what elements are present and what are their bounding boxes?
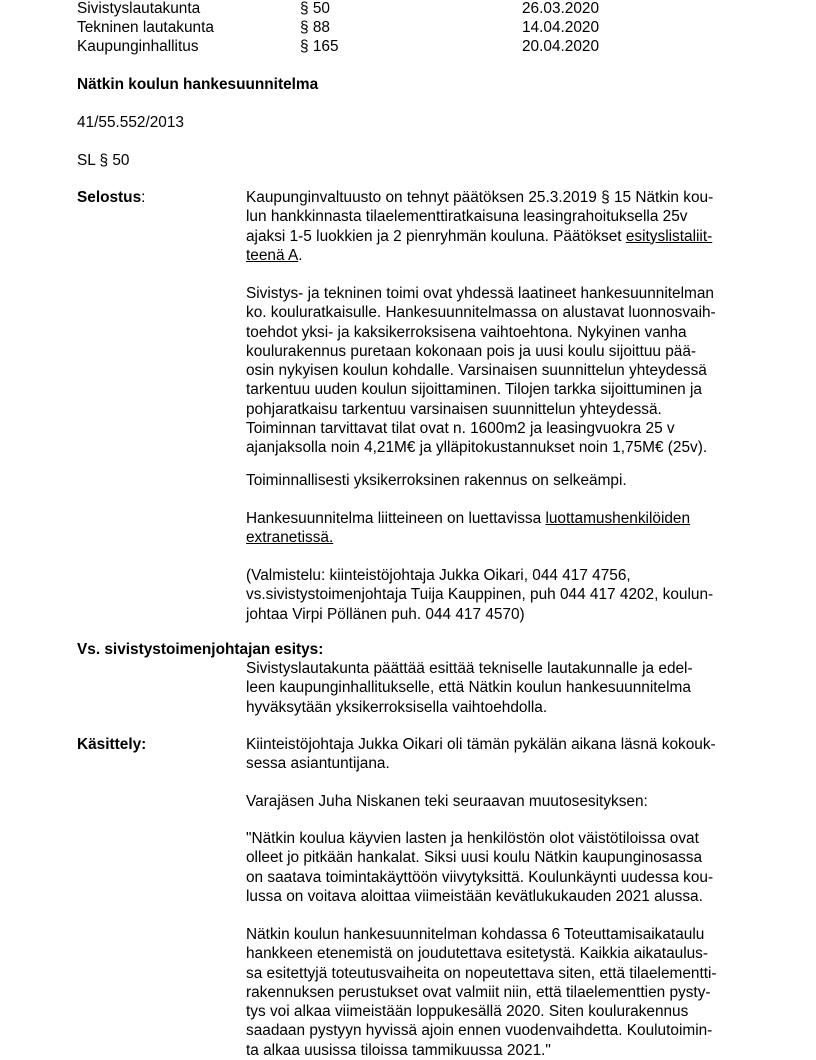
text-line: Kaupunginvaltuusto on tehnyt päätöksen 25.3.2019 § 15 Nätkin kou- bbox=[246, 189, 714, 206]
meeting-body: Sivistyslautakunta bbox=[77, 0, 201, 17]
esitys-paragraph bbox=[246, 659, 766, 717]
text-line: ta alkaa uusissa tiloissa tammikuussa 2021." bbox=[246, 1041, 551, 1059]
text-line: Sivistyslautakunta päättää esittää tekniselle lautakunnalle ja edel- bbox=[246, 660, 693, 677]
extranet-link[interactable]: luottamushenkilöiden bbox=[545, 510, 691, 527]
meeting-date: 20.04.2020 bbox=[522, 38, 600, 55]
text-line: (Valmistelu: kiinteistöjohtaja Jukka Oikari, 044 417 4756, bbox=[246, 567, 631, 584]
text-line: hankkeen etenemistä on joudutettava esitetystä. Kaikkia aikataulus- bbox=[246, 945, 708, 963]
text-line: johtaa Virpi Pöllänen puh. 044 417 4570) bbox=[246, 605, 525, 623]
meeting-section: § 165 bbox=[300, 38, 339, 55]
text-line bbox=[246, 227, 766, 246]
text-line: Nätkin koulun hankesuunnitelman kohdassa 6 Toteuttamisaikataulu bbox=[246, 926, 705, 943]
text-line: Kiinteistöjohtaja Jukka Oikari oli tämän pykälän aikana läsnä kokouk- bbox=[246, 736, 716, 753]
meeting-section: § 88 bbox=[300, 19, 330, 36]
text-line: tys voi alkaa viimeistään loppukesällä 2020. Siten koulurakennus bbox=[246, 1003, 689, 1021]
text-line: on saatava toimintakäyttöön viivytyksittä. Koulunkäynti uudessa kou- bbox=[246, 868, 714, 886]
text-line: Varajäsen Juha Niskanen teki seuraavan muutosesityksen: bbox=[246, 793, 648, 810]
kasittely-paragraph-2 bbox=[246, 792, 766, 811]
text-line: hyväksytään yksikerroksisella vaihtoehdolla. bbox=[246, 698, 548, 716]
text-line: tarkentuu uuden koulun sijoittaminen. Tilojen tarkka sijoittuminen ja bbox=[246, 381, 702, 399]
text-line: vs.sivistystoimenjohtaja Tuija Kauppinen, puh 044 417 4202, koulun- bbox=[246, 586, 714, 604]
attachment-link[interactable]: esityslistaliit- bbox=[625, 227, 713, 245]
text-line bbox=[246, 528, 766, 547]
record-number: 41/55.552/2013 bbox=[77, 114, 184, 131]
esitys-label: Vs. sivistystoimenjohtajan esitys: bbox=[77, 641, 324, 658]
selostus-label-text: Selostus bbox=[77, 189, 142, 206]
text-line: sessa asiantuntijana. bbox=[246, 755, 390, 773]
kasittely-paragraph-4 bbox=[246, 925, 766, 1060]
text-line: Toiminnallisesti yksikerroksinen rakennus on selkeämpi. bbox=[246, 472, 627, 489]
meeting-date: 14.04.2020 bbox=[522, 19, 600, 36]
text-line: Toiminnan tarvittavat tilat ovat n. 1600m2 ja leasingvuokra 25 v bbox=[246, 420, 675, 438]
selostus-paragraph-4 bbox=[246, 509, 766, 548]
text-line: Sivistys- ja tekninen toimi ovat yhdessä laatineet hankesuunnitelman bbox=[246, 285, 714, 302]
text-line: lun hankkinnasta tilaelementtiratkaisuna leasingrahoituksella 25v bbox=[246, 208, 688, 226]
text-line: ajaksi 1-5 luokkien ja 2 pienryhmän kouluna. Päätökset bbox=[246, 227, 626, 245]
selostus-label bbox=[77, 189, 145, 207]
text-line: Hankesuunnitelma liitteineen on luettavissa bbox=[246, 510, 546, 527]
selostus-paragraph-1 bbox=[246, 188, 766, 265]
extranet-link[interactable]: extranetissä. bbox=[246, 529, 334, 547]
meeting-body: Tekninen lautakunta bbox=[77, 19, 214, 36]
kasittely-label: Käsittely: bbox=[77, 736, 147, 753]
kasittely-paragraph-1 bbox=[246, 735, 766, 774]
selostus-paragraph-3 bbox=[246, 471, 766, 490]
attachment-link[interactable]: teenä A bbox=[246, 246, 299, 264]
meeting-date: 26.03.2020 bbox=[522, 0, 600, 17]
text-line: saadaan pystyyn hyvissä ajoin ennen vuodenvaihdetta. Koulutoimin- bbox=[246, 1022, 713, 1040]
text-line: ko. kouluratkaisulle. Hankesuunnitelmassa on alustavat luonnosvaih- bbox=[246, 304, 716, 322]
text-line: sa esitettyjä toteutusvaiheita on nopeutettava siten, että tilaelementti- bbox=[246, 964, 717, 982]
text-line: ajanjaksolla noin 4,21M€ ja ylläpitokustannukset noin 1,75M€ (25v). bbox=[246, 439, 708, 457]
text-line bbox=[246, 246, 766, 265]
text-line: "Nätkin koulua käyvien lasten ja henkilöstön olot väistötiloissa ovat bbox=[246, 830, 699, 847]
text-line: olleet jo pitkään hankalat. Siksi uusi koulu Nätkin kaupunginosassa bbox=[246, 849, 703, 867]
text-line: pohjaratkaisu tarkentuu varsinaisen suunnittelun yhteydessä. bbox=[246, 400, 662, 418]
selostus-paragraph-5 bbox=[246, 566, 766, 624]
meeting-body: Kaupunginhallitus bbox=[77, 38, 199, 55]
text-line: . bbox=[298, 246, 303, 264]
document-title: Nätkin koulun hankesuunnitelma bbox=[77, 76, 319, 93]
text-line: rakennuksen perustukset ovat valmiit niin, että tilaelementtien pysty- bbox=[246, 983, 711, 1001]
text-line: toehdot yksi- ja kaksikerroksisena vaihtoehtona. Nykyinen vanha bbox=[246, 323, 687, 341]
text-line: osin nykyisen koulun kohdalle. Varsinaisen suunnittelun yhteydessä bbox=[246, 362, 707, 380]
kasittely-paragraph-3 bbox=[246, 829, 766, 906]
selostus-paragraph-2 bbox=[246, 284, 766, 458]
text-line bbox=[246, 509, 766, 528]
section-reference: SL § 50 bbox=[77, 152, 130, 169]
text-line: lussa on voitava aloittaa viimeistään kevätlukukauden 2021 alussa. bbox=[246, 887, 703, 905]
selostus-colon: : bbox=[141, 189, 146, 206]
meeting-section: § 50 bbox=[300, 0, 330, 17]
text-line: koulurakennus puretaan kokonaan pois ja uusi koulu sijoittuu pää- bbox=[246, 342, 697, 360]
text-line: leen kaupunginhallitukselle, että Nätkin koulun hankesuunnitelma bbox=[246, 679, 691, 697]
